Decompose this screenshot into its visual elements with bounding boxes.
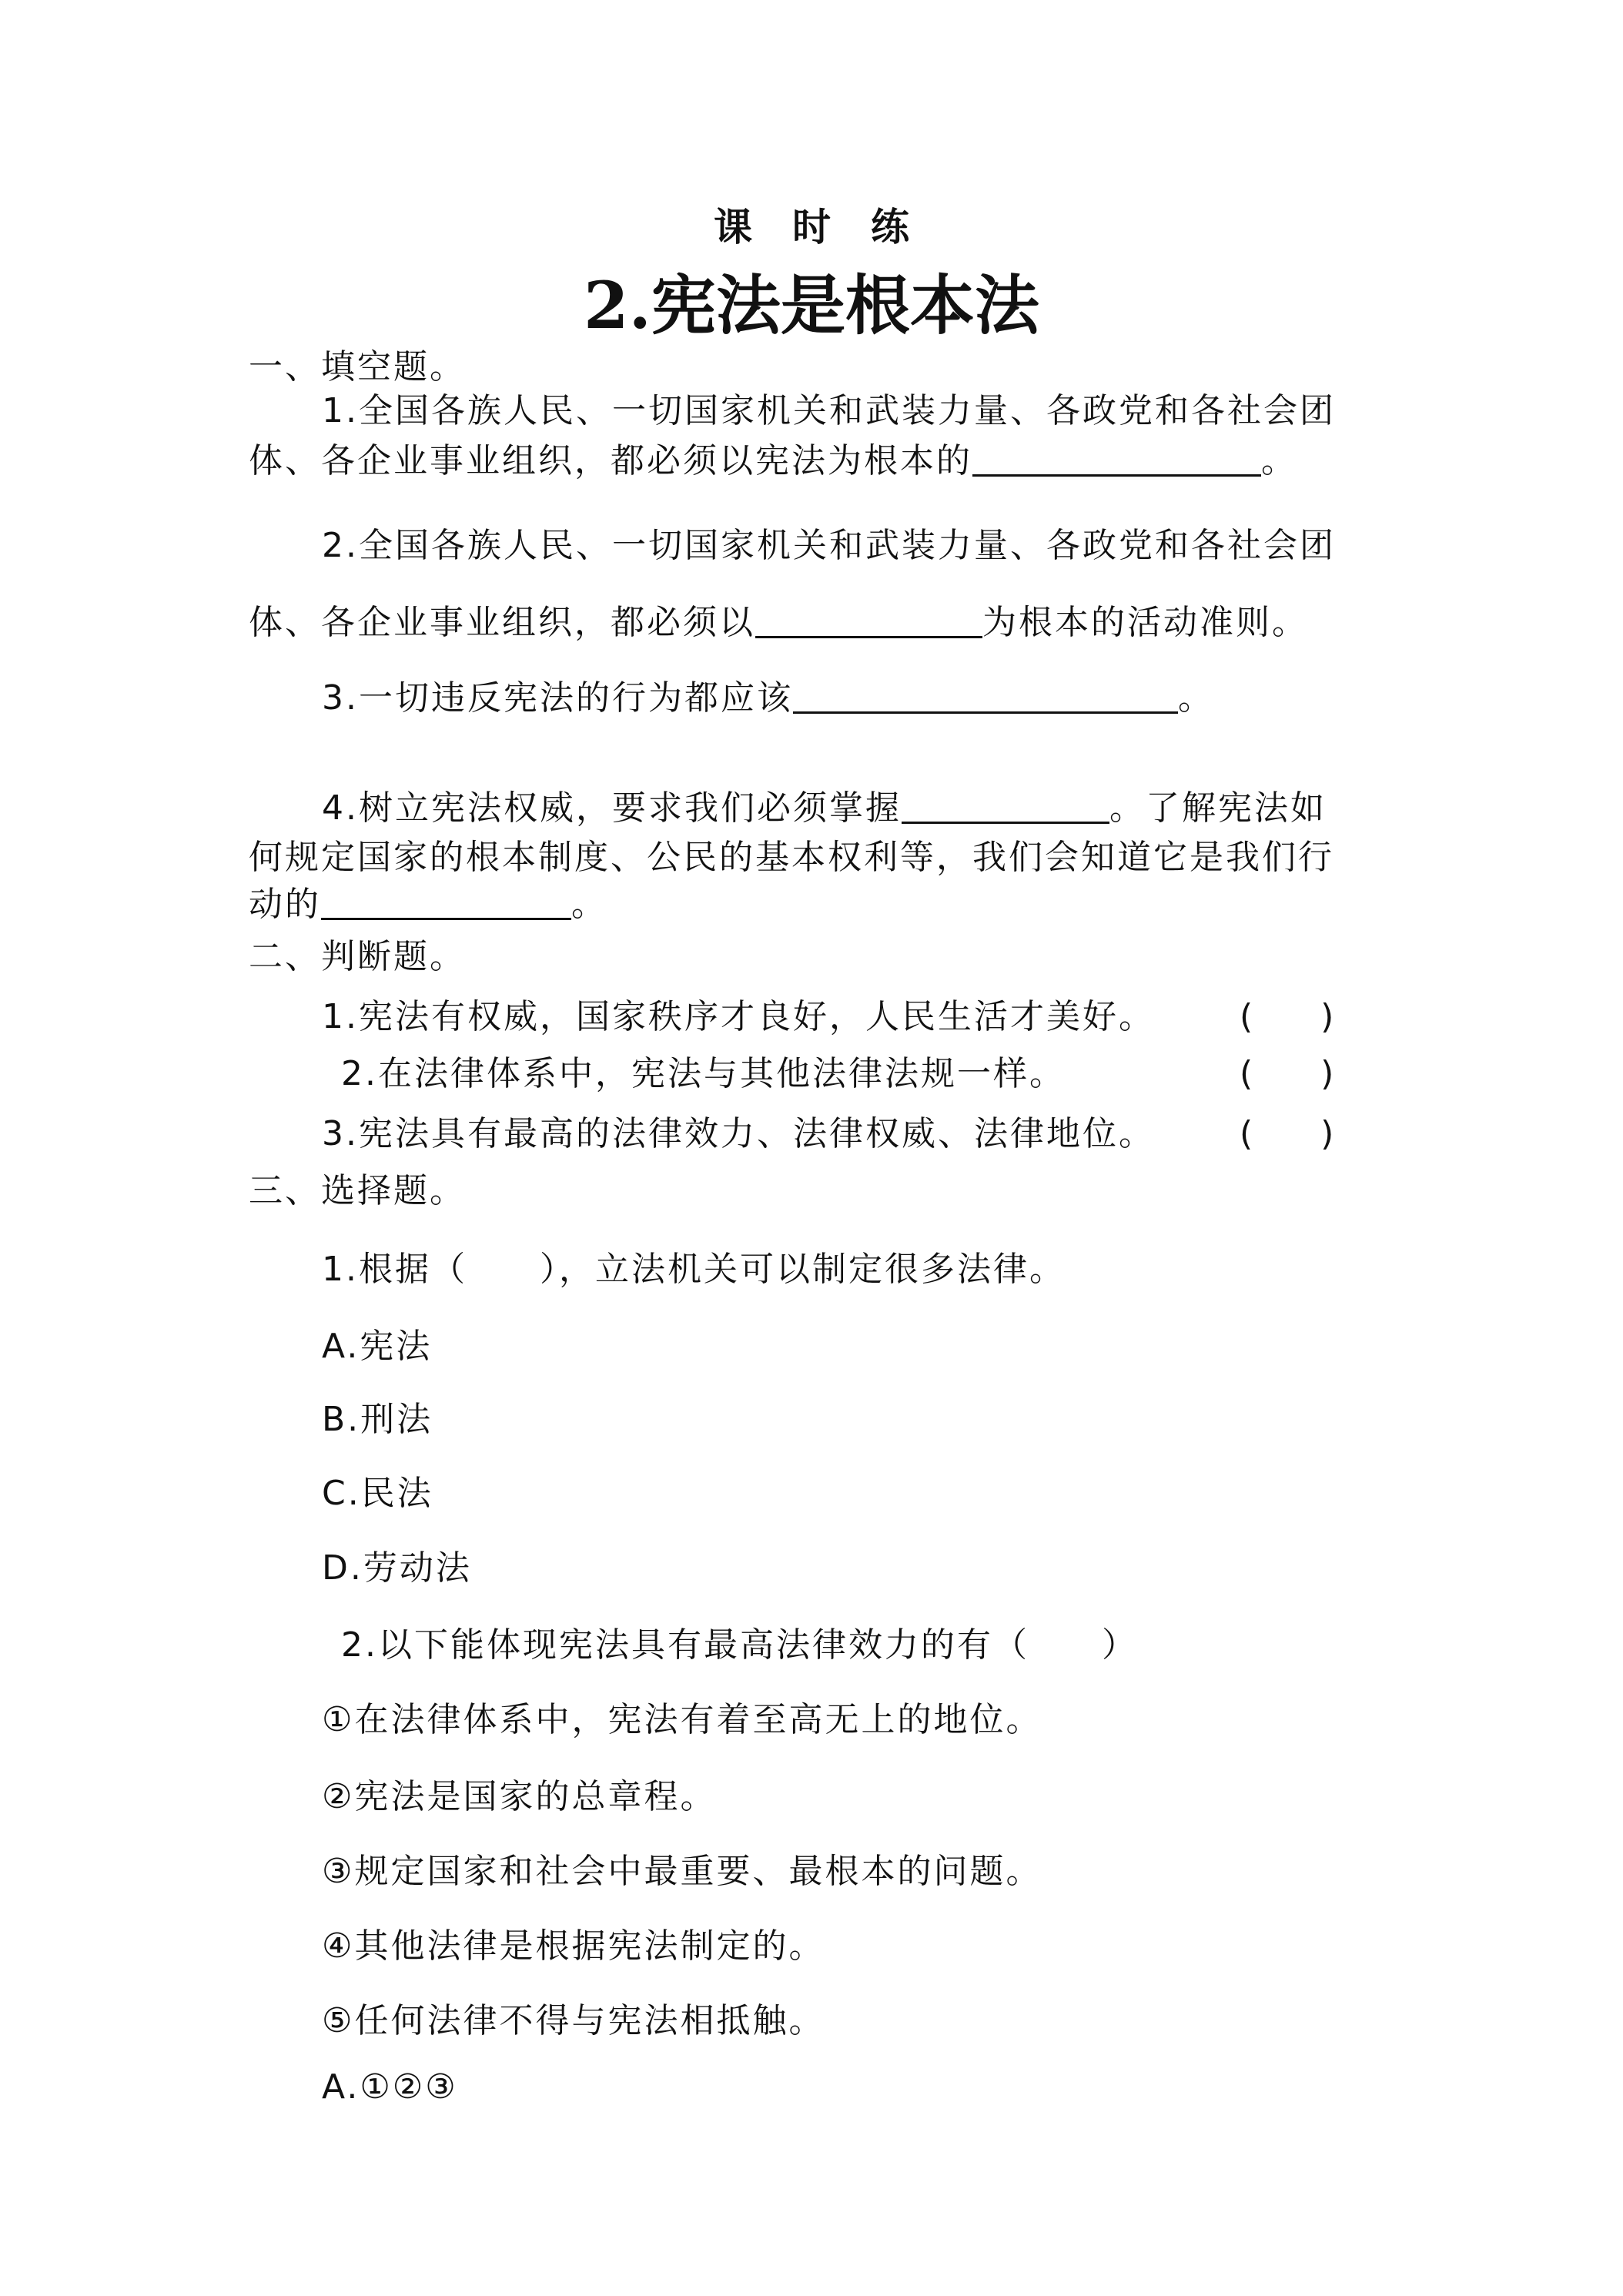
fill-q2-line2: 体、各企业事业组织，都必须以 为根本的活动准则。: [249, 603, 1308, 642]
fill-q4-line3: 动的 。: [249, 885, 607, 924]
answer-blank[interactable]: [321, 887, 571, 920]
choice-q1-stem: 1.根据（ ），立法机关可以制定很多法律。: [322, 1250, 1066, 1289]
section-heading-judge: 二、判断题。: [249, 937, 466, 976]
fill-q4-line2: 何规定国家的根本制度、公民的基本权利等，我们会知道它是我们行: [249, 838, 1334, 877]
judge-item-2: 2.在法律体系中，宪法与其他法律法规一样。: [341, 1054, 1066, 1093]
statement-item: ③规定国家和社会中最重要、最根本的问题。: [322, 1852, 1042, 1891]
statement-item: ⑤任何法律不得与宪法相抵触。: [322, 2001, 825, 2040]
fill-q2-line1: 2.全国各族人民、一切国家机关和武装力量、各政党和各社会团: [322, 526, 1336, 565]
fill-q2-text: 体、各企业事业组织，都必须以: [249, 603, 755, 642]
answer-parentheses[interactable]: ( ): [1240, 1054, 1334, 1093]
answer-blank[interactable]: [755, 605, 982, 638]
section-heading-fill-blank: 一、填空题。: [249, 347, 466, 387]
choice-option[interactable]: A.①②③: [322, 2067, 458, 2107]
fill-q3-text: 3.一切违反宪法的行为都应该: [322, 678, 793, 718]
answer-parentheses[interactable]: ( ): [1240, 997, 1334, 1036]
fill-q3: 3.一切违反宪法的行为都应该 。: [322, 678, 1214, 718]
fill-q1-line1: 1.全国各族人民、一切国家机关和武装力量、各政党和各社会团: [322, 391, 1336, 430]
lesson-title: 2.宪法是根本法: [584, 267, 1039, 343]
judge-item-1: 1.宪法有权威，国家秩序才良好，人民生活才美好。: [322, 997, 1155, 1036]
choice-option[interactable]: C.民法: [322, 1474, 433, 1513]
worksheet-subtitle: 课时练: [714, 205, 949, 249]
judge-item-3: 3.宪法具有最高的法律效力、法律权威、法律地位。: [322, 1114, 1155, 1153]
statement-item: ①在法律体系中，宪法有着至高无上的地位。: [322, 1700, 1042, 1739]
fill-q4-text: 4.树立宪法权威，要求我们必须掌握: [322, 788, 902, 828]
choice-q2-stem: 2.以下能体现宪法具有最高法律效力的有（ ）: [341, 1625, 1138, 1665]
choice-option[interactable]: D.劳动法: [322, 1548, 472, 1588]
answer-blank[interactable]: [793, 681, 1178, 714]
choice-option[interactable]: A.宪法: [322, 1327, 433, 1366]
statement-item: ④其他法律是根据宪法制定的。: [322, 1926, 825, 1966]
answer-blank[interactable]: [972, 443, 1261, 477]
fill-q4-line1: 4.树立宪法权威，要求我们必须掌握 。了解宪法如: [322, 788, 1327, 828]
answer-blank[interactable]: [902, 791, 1109, 824]
fill-q1-text: 体、各企业事业组织，都必须以宪法为根本的: [249, 441, 972, 480]
choice-option[interactable]: B.刑法: [322, 1400, 433, 1439]
answer-parentheses[interactable]: ( ): [1240, 1114, 1334, 1153]
section-heading-choice: 三、选择题。: [249, 1171, 466, 1210]
fill-q1-line2: 体、各企业事业组织，都必须以宪法为根本的 。: [249, 441, 1297, 480]
statement-item: ②宪法是国家的总章程。: [322, 1777, 717, 1816]
